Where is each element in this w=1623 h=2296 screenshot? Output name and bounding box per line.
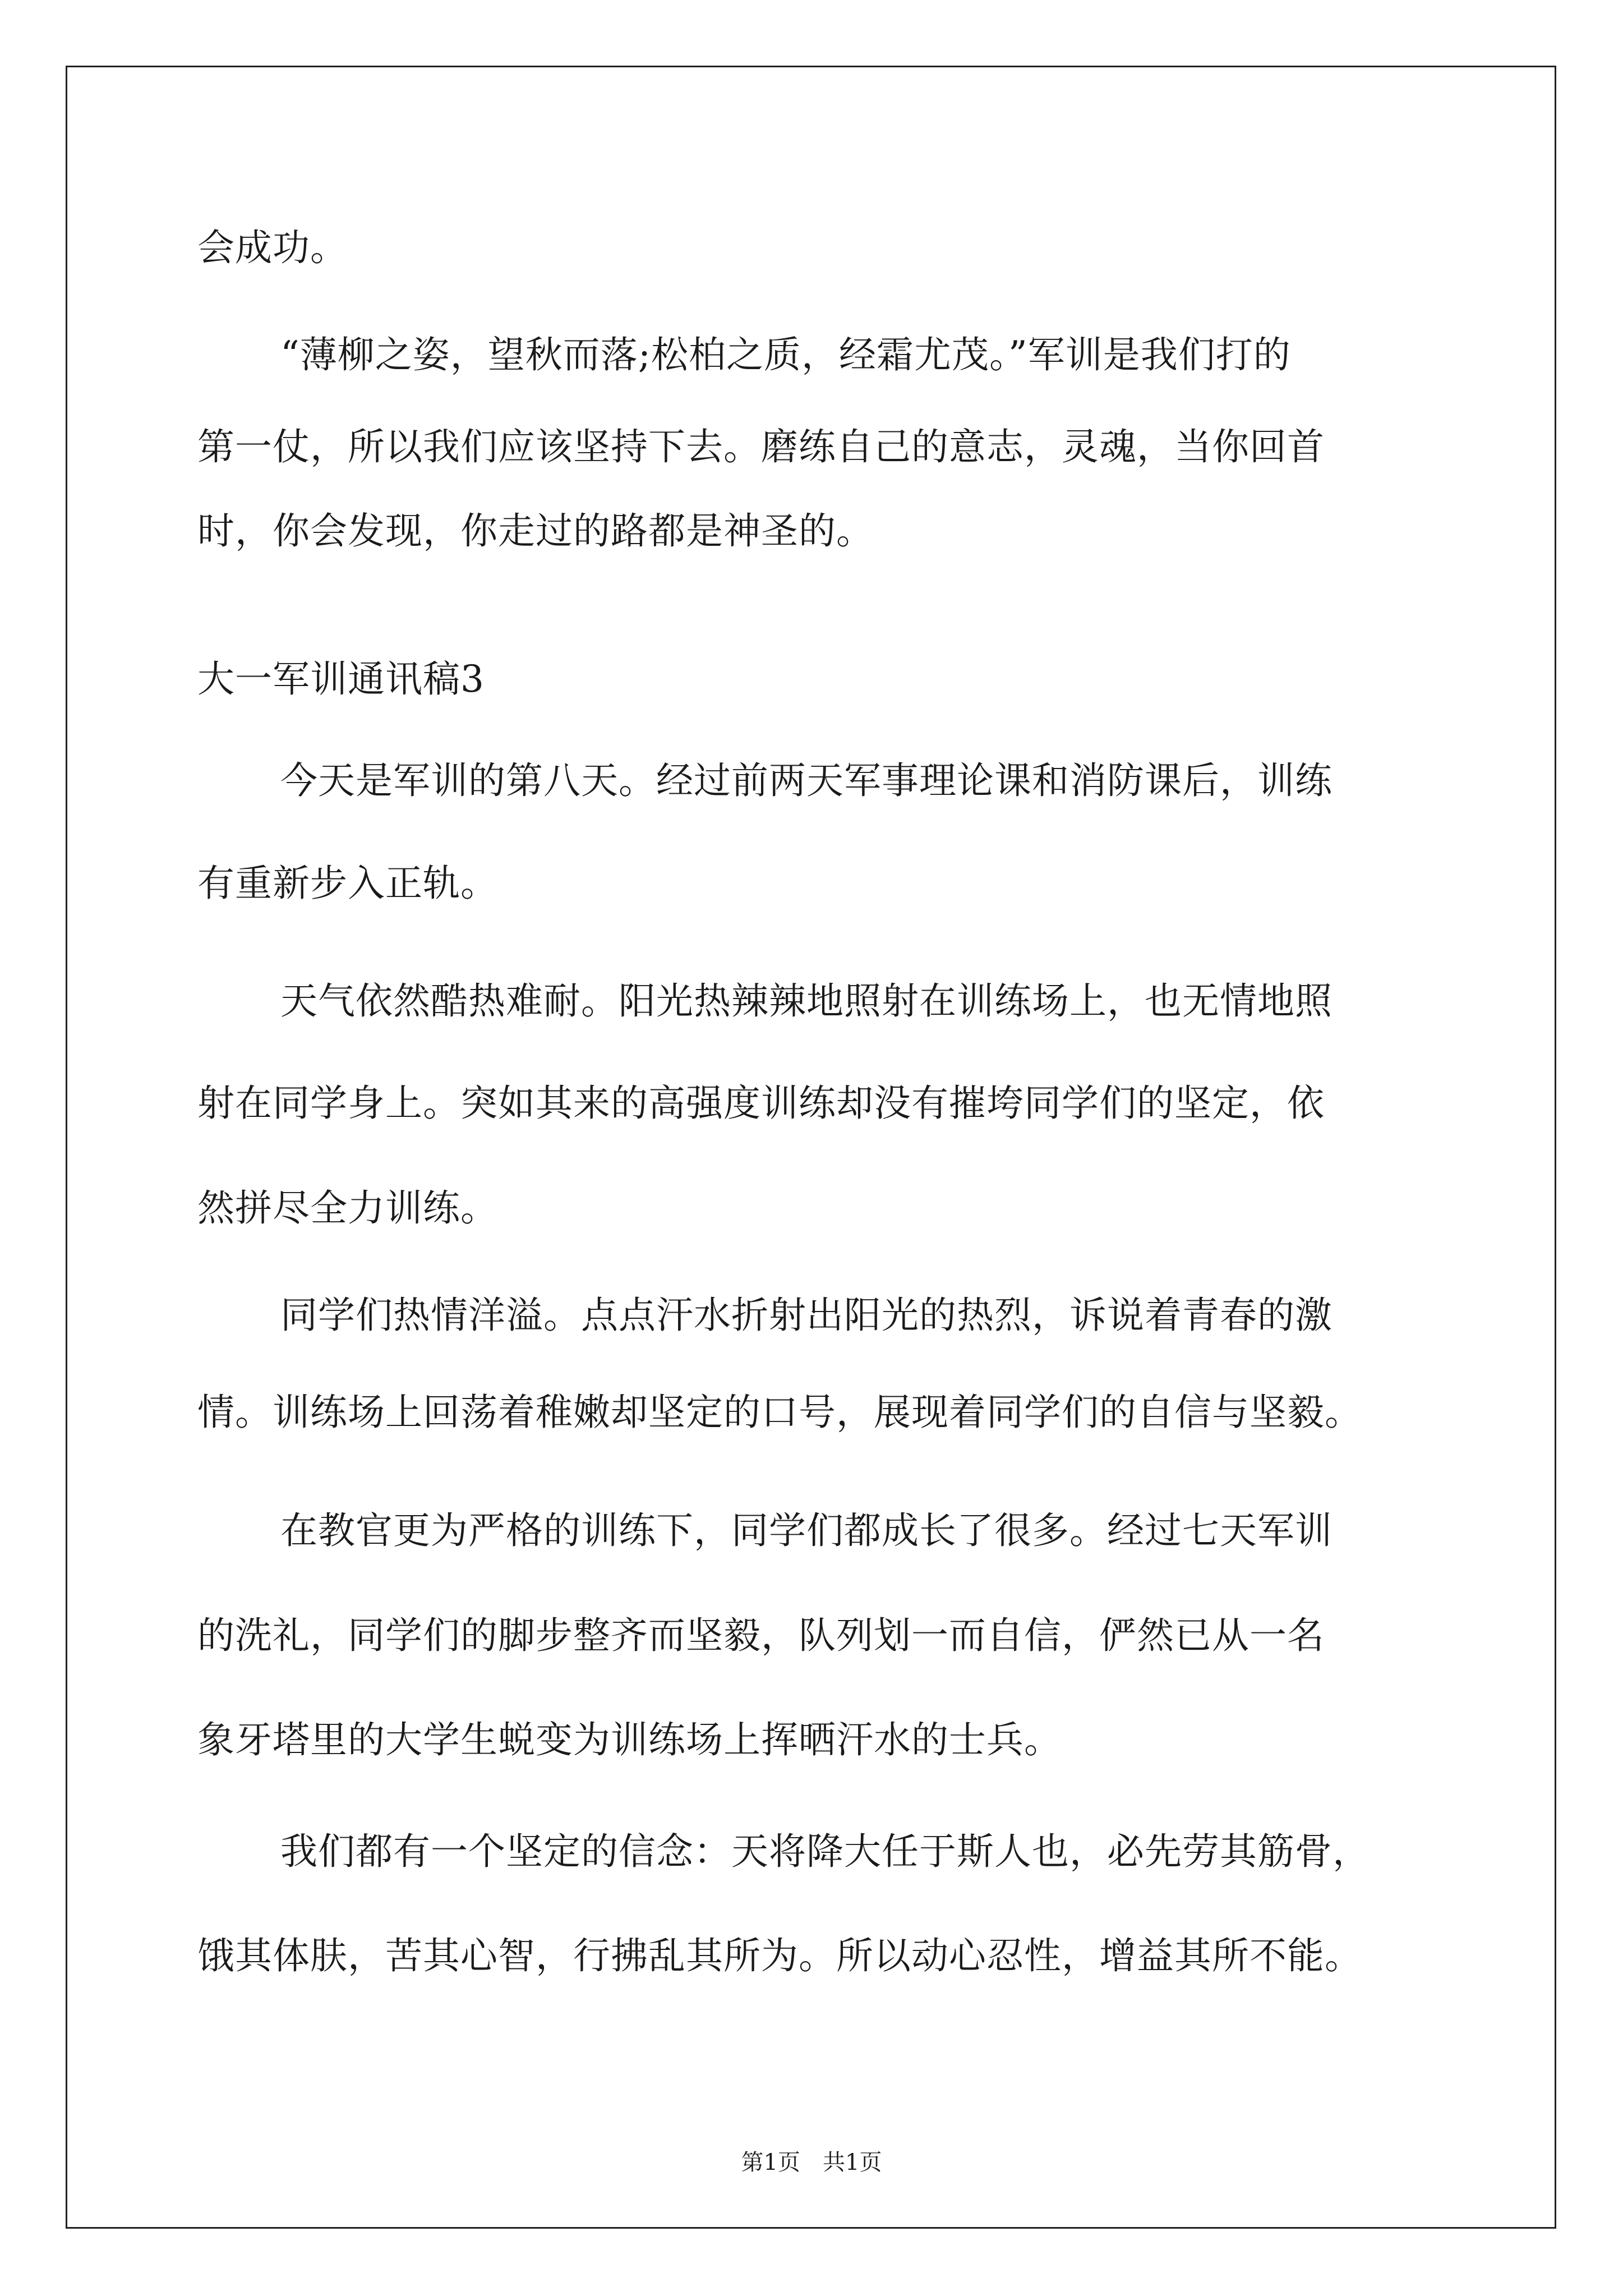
page-border xyxy=(66,66,1556,2229)
paragraph-line: 的洗礼，同学们的脚步整齐而坚毅，队列划一而自信，俨然已从一名 xyxy=(197,1614,1325,1657)
paragraph-line: 情。训练场上回荡着稚嫩却坚定的口号，展现着同学们的自信与坚毅。 xyxy=(197,1391,1362,1434)
paragraph-line: 然拼尽全力训练。 xyxy=(197,1186,498,1230)
page-number-footer: 第1页 共1页 xyxy=(741,2150,882,2175)
paragraph-line: 有重新步入正轨。 xyxy=(197,862,498,905)
paragraph-line: 会成功。 xyxy=(197,226,348,269)
paragraph-line: 射在同学身上。突如其来的高强度训练却没有摧垮同学们的坚定，依 xyxy=(197,1082,1325,1125)
paragraph-line: 我们都有一个坚定的信念：天将降大任于斯人也，必先劳其筋骨， xyxy=(280,1830,1370,1873)
paragraph-line: 同学们热情洋溢。点点汗水折射出阳光的热烈，诉说着青春的激 xyxy=(280,1294,1332,1337)
paragraph-line: 第一仗，所以我们应该坚持下去。磨练自己的意志，灵魂，当你回首 xyxy=(197,425,1325,468)
paragraph-line: 在教官更为严格的训练下，同学们都成长了很多。经过七天军训 xyxy=(280,1509,1332,1552)
paragraph-line: 饿其体肤，苦其心智，行拂乱其所为。所以动心忍性，增益其所不能。 xyxy=(197,1934,1362,1977)
section-heading: 大一军训通讯稿3 xyxy=(197,657,485,701)
paragraph-line: 象牙塔里的大学生蜕变为训练场上挥晒汗水的士兵。 xyxy=(197,1718,1062,1761)
paragraph-line: 时，你会发现，你走过的路都是神圣的。 xyxy=(197,509,874,553)
paragraph-line: “薄柳之姿，望秋而落;松柏之质，经霜尤茂。”军训是我们打的 xyxy=(280,333,1291,376)
paragraph-line: 今天是军训的第八天。经过前两天军事理论课和消防课后，训练 xyxy=(280,759,1332,802)
paragraph-line: 天气依然酷热难耐。阳光热辣辣地照射在训练场上，也无情地照 xyxy=(280,979,1332,1023)
